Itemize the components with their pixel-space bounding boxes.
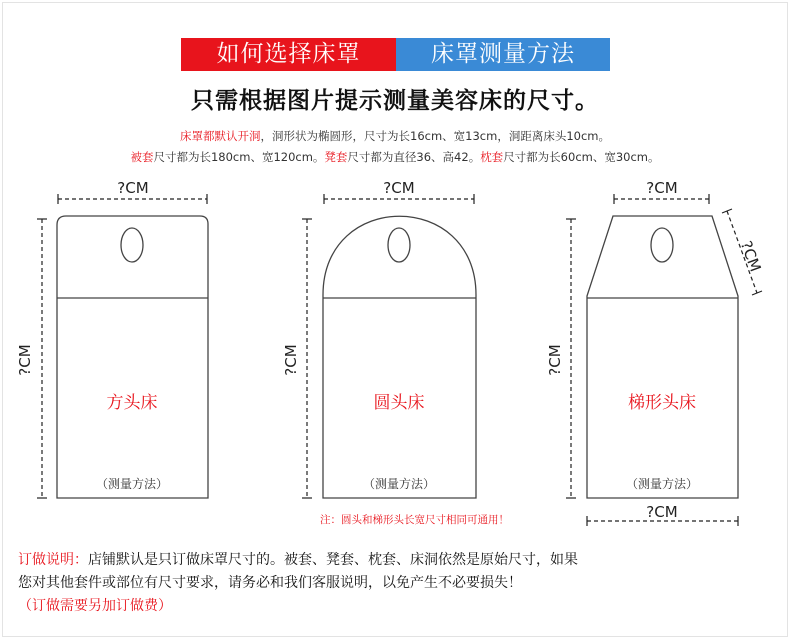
info-hole-size: ，洞形状为椭圆形，尺寸为长16cm、宽13cm，洞距离床头10cm。: [260, 129, 610, 143]
bed-square-head: [16, 179, 208, 498]
bed-name: 方头床: [106, 393, 158, 413]
info-stool-size: 尺寸都为直径36、高42。: [347, 150, 481, 164]
width-dim-label: ?CM: [646, 179, 678, 197]
bed-trapezoid-head: [546, 179, 765, 526]
bed-caption: （测量方法）: [95, 477, 169, 491]
width-dim-label: ?CM: [117, 179, 149, 197]
bed-round-head: [282, 179, 476, 498]
headline: 只需根据图片提示测量美容床的尺寸。: [191, 88, 599, 114]
tab-measure-method: 床罩测量方法: [396, 38, 610, 71]
custom-fee-note: （订做需要另加订做费）: [18, 598, 172, 614]
compat-note: 注：圆头和梯形头长宽尺寸相同可通用！: [320, 514, 509, 526]
info-hole-default: 床罩都默认开洞: [180, 129, 261, 143]
info-pillow-label: 枕套: [480, 150, 504, 164]
custom-label: 订做说明：: [18, 552, 88, 568]
bed-caption: （测量方法）: [625, 477, 699, 491]
tab-how-to-choose: 如何选择床罩: [181, 38, 396, 71]
face-hole: [651, 228, 673, 262]
bed-name: 梯形头床: [628, 393, 696, 413]
width-dim-label: ?CM: [383, 179, 415, 197]
info-duvet-size: 尺寸都为长180cm、宽120cm。: [153, 150, 325, 164]
custom-order-notice: [18, 549, 778, 618]
custom-text-1: 店铺默认是只订做床罩尺寸的。被套、凳套、枕套、床洞依然是原始尺寸，如果: [88, 552, 578, 568]
custom-line-1: [18, 549, 778, 572]
info-duvet-label: 被套: [130, 150, 154, 164]
face-hole: [388, 228, 410, 262]
bottom-dim-label: ?CM: [646, 503, 678, 521]
length-dim-label: ?CM: [546, 344, 564, 376]
custom-text-2: 您对其他套件或部位有尺寸要求，请务必和我们客服说明，以免产生不必要损失！: [18, 575, 522, 591]
info-pillow-size: 尺寸都为长60cm、宽30cm。: [503, 150, 660, 164]
length-dim-label: ?CM: [282, 344, 300, 376]
bed-name: 圆头床: [373, 393, 425, 413]
bed-caption: （测量方法）: [362, 477, 436, 491]
slant-dim-label: ?CM: [736, 238, 765, 275]
info-stool-label: 凳套: [324, 150, 348, 164]
length-dim-label: ?CM: [16, 344, 34, 376]
face-hole: [121, 228, 143, 262]
